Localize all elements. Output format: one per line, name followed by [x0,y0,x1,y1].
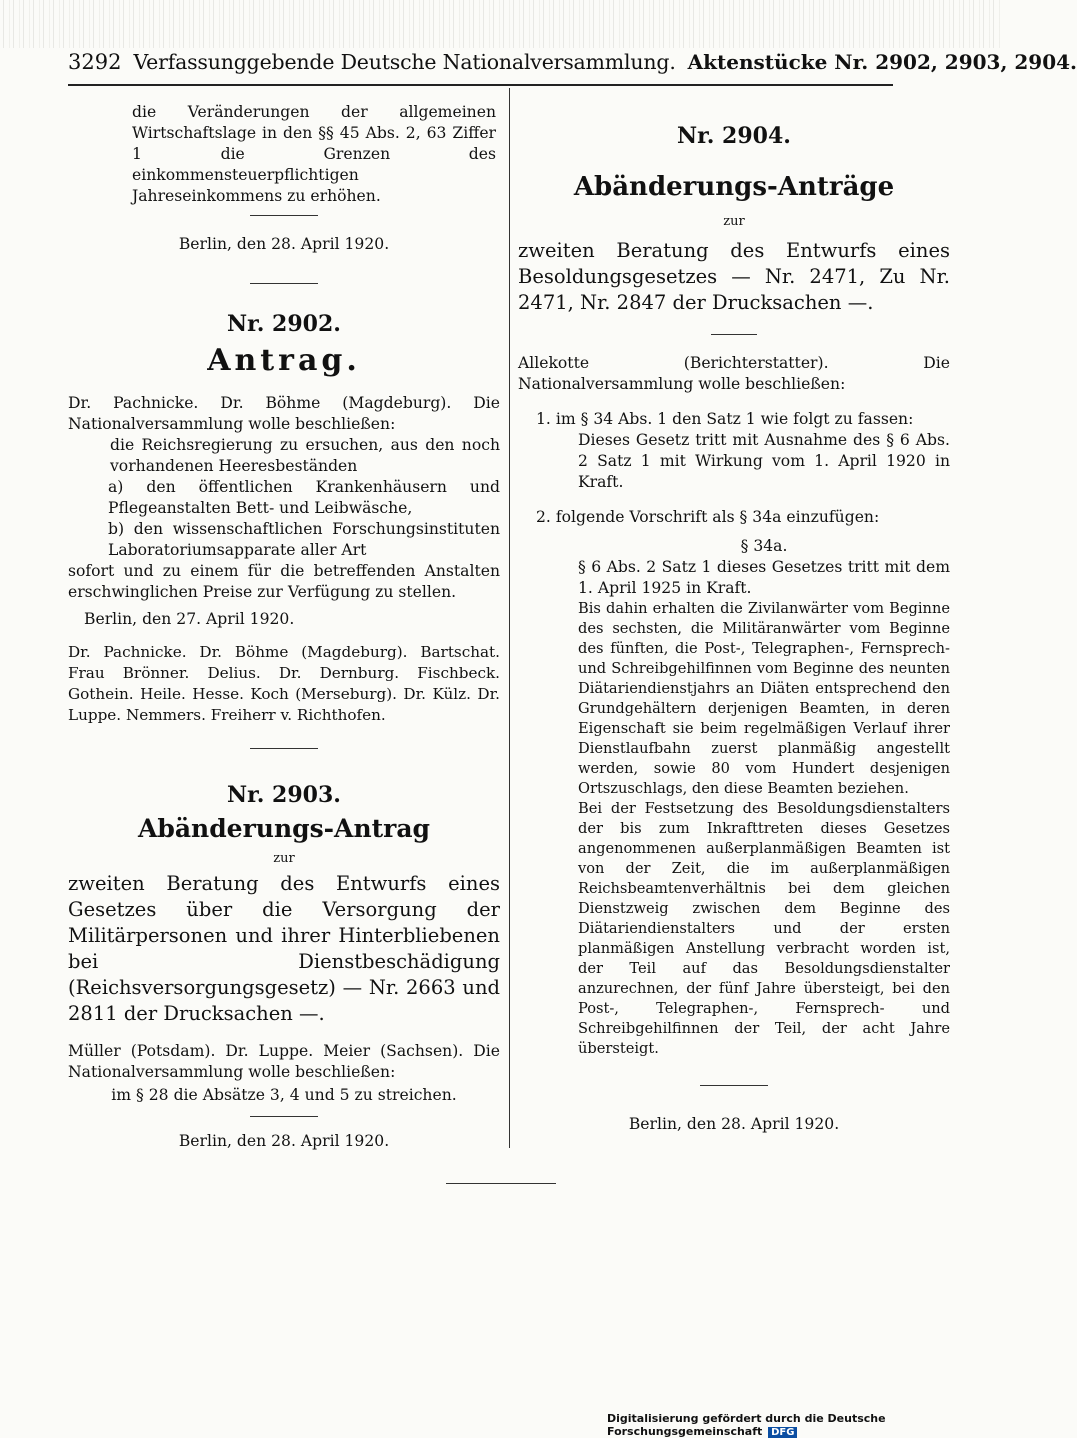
divider [250,283,318,284]
para-34a-1: § 6 Abs. 2 Satz 1 dieses Gesetzes tritt mit dem 1. April 1925 in Kraft. [578,558,950,597]
motion-2903: im § 28 die Absätze 3, 4 und 5 zu streichen. [111,1086,457,1104]
antrag-item-b: b) den wissenschaftlichen Forschungsinstituten Laboratoriumsapparate aller Art [108,520,500,559]
page-number: 3292 [68,50,122,74]
antrag-signers: Dr. Pachnicke. Dr. Böhme (Magdeburg). Bartschat. Frau Brönner. Delius. Dr. Dernburg. Fischbeck. Gothein. Heile. Hesse. Koch (Merseburg). Dr. Külz. Dr. Luppe. Nemmers. Freiherr v. Richthofen. [68,643,500,724]
antrag-item-a: a) den öffentlichen Krankenhäusern und Pflegeanstalten Bett- und Leibwäsche, [108,478,500,517]
item1-2904: 1. im § 34 Abs. 1 den Satz 1 wie folgt zu fassen: [536,410,914,428]
subject-2904: zweiten Beratung des Entwurfs eines Besoldungsgesetzes — Nr. 2471, Zu Nr. 2471, Nr. 2847 der Drucksachen —. [518,239,950,314]
divider [250,1116,318,1117]
left-column [68,102,500,1152]
nr-2903: Nr. 2903. [227,782,341,808]
date-2903: Berlin, den 28. April 1920. [178,1132,390,1150]
divider [711,334,757,335]
right-column [518,123,950,1135]
nr-2902: Nr. 2902. [227,311,341,337]
header-akten: Aktenstücke Nr. 2902, 2903, 2904. [687,50,1077,74]
antrag-body2: sofort und zu einem für die betreffenden Anstalten erschwinglichen Preise zur Verfügung zu stellen. [68,562,500,601]
antrag-intro: Dr. Pachnicke. Dr. Böhme (Magdeburg). Die Nationalversammlung wolle beschließen: [68,394,500,433]
para-34a-3: Bei der Festsetzung des Besoldungsdienstalters der bis zum Inkrafttreten dieses Gesetzes angenommenen außerplanmäßigen Beamten ist von der Zeit, die im außerplanmäßigen Reichsbeamtenverhältnis bei dem gleichen Dienstzweig zwischen dem Beginne des Diätariendienstalters und der ersten planmäßigen Anstellung verbracht worden ist, der Teil auf das Besoldungsdienstalter anzurechnen, der fünf Jahre übersteigt, bei den Post-, Telegraphen-, Fernsprech- und Schreibgehilfinnen der Teil, der acht Jahre übersteigt. [578,800,950,1057]
intro-2903: Müller (Potsdam). Dr. Luppe. Meier (Sachsen). Die Nationalversammlung wolle beschließen: [68,1042,500,1081]
credit-text: Digitalisierung gefördert durch die Deutsche Forschungsgemeinschaft [607,1412,886,1438]
divider [250,215,318,216]
zur-2903: zur [273,851,295,866]
para-34a-heading: § 34a. [740,537,788,555]
heading-abaenderungs-antraege: Abänderungs-Anträge [573,172,895,202]
intro-2904: Allekotte (Berichterstatter). Die Nationalversammlung wolle beschließen: [518,354,950,393]
scan-noise [0,0,1000,48]
item2-2904: 2. folgende Vorschrift als § 34a einzufügen: [536,508,880,526]
nr-2904: Nr. 2904. [677,123,791,149]
heading-abaenderungs-antrag: Abänderungs-Antrag [137,814,431,843]
closing-rule [446,1183,556,1184]
dfg-logo: DFG [768,1427,797,1438]
antrag-body1: die Reichsregierung zu ersuchen, aus den noch vorhandenen Heeresbeständen [110,436,500,475]
page-header [68,50,1077,84]
item1-text: Dieses Gesetz tritt mit Ausnahme des § 6 Abs. 2 Satz 1 mit Wirkung vom 1. April 1920 in Kraft. [578,431,950,491]
divider [250,748,318,749]
date-2904: Berlin, den 28. April 1920. [628,1115,840,1133]
divider [700,1085,768,1086]
digitization-credit [607,1412,1000,1438]
continuation-text: die Veränderungen der allgemeinen Wirtschaftslage in den §§ 45 Abs. 2, 63 Ziffer 1 die Grenzen des einkommensteuerpflichtigen Jahreseinkommens zu erhöhen. [132,103,496,205]
continuation-date: Berlin, den 28. April 1920. [178,235,390,253]
para-34a-2: Bis dahin erhalten die Zivilanwärter vom Beginne des sechsten, die Militäranwärter vom Beginne des fünften, die Post-, Telegraphen-, Fernsprech- und Schreibgehilfinnen vom Beginne des neunten Diätariendienstjahrs an Diäten entsprechend den Grundgehältern derjenigen Beamten, in deren Eigenschaft sie beim regelmäßigen Verlauf ihrer Dienstlaufbahn zuerst planmäßig angestellt werden, sowie 80 vom Hundert desjenigen Ortszuschlags, den diese Beamten beziehen. [578,600,950,797]
column-divider [509,88,510,1148]
subject-2903: zweiten Beratung des Entwurfs eines Gesetzes über die Versorgung der Militärpersonen und ihrer Hinterbliebenen bei Dienstbeschädigung (Reichsversorgungsgesetz) — Nr. 2663 und 2811 der Drucksachen —. [68,872,500,1025]
zur-2904: zur [723,214,745,229]
header-rule [68,84,893,86]
heading-antrag: Antrag. [207,343,361,378]
header-title: Verfassunggebende Deutsche Nationalversammlung. [133,50,676,74]
antrag-date: Berlin, den 27. April 1920. [84,610,295,628]
